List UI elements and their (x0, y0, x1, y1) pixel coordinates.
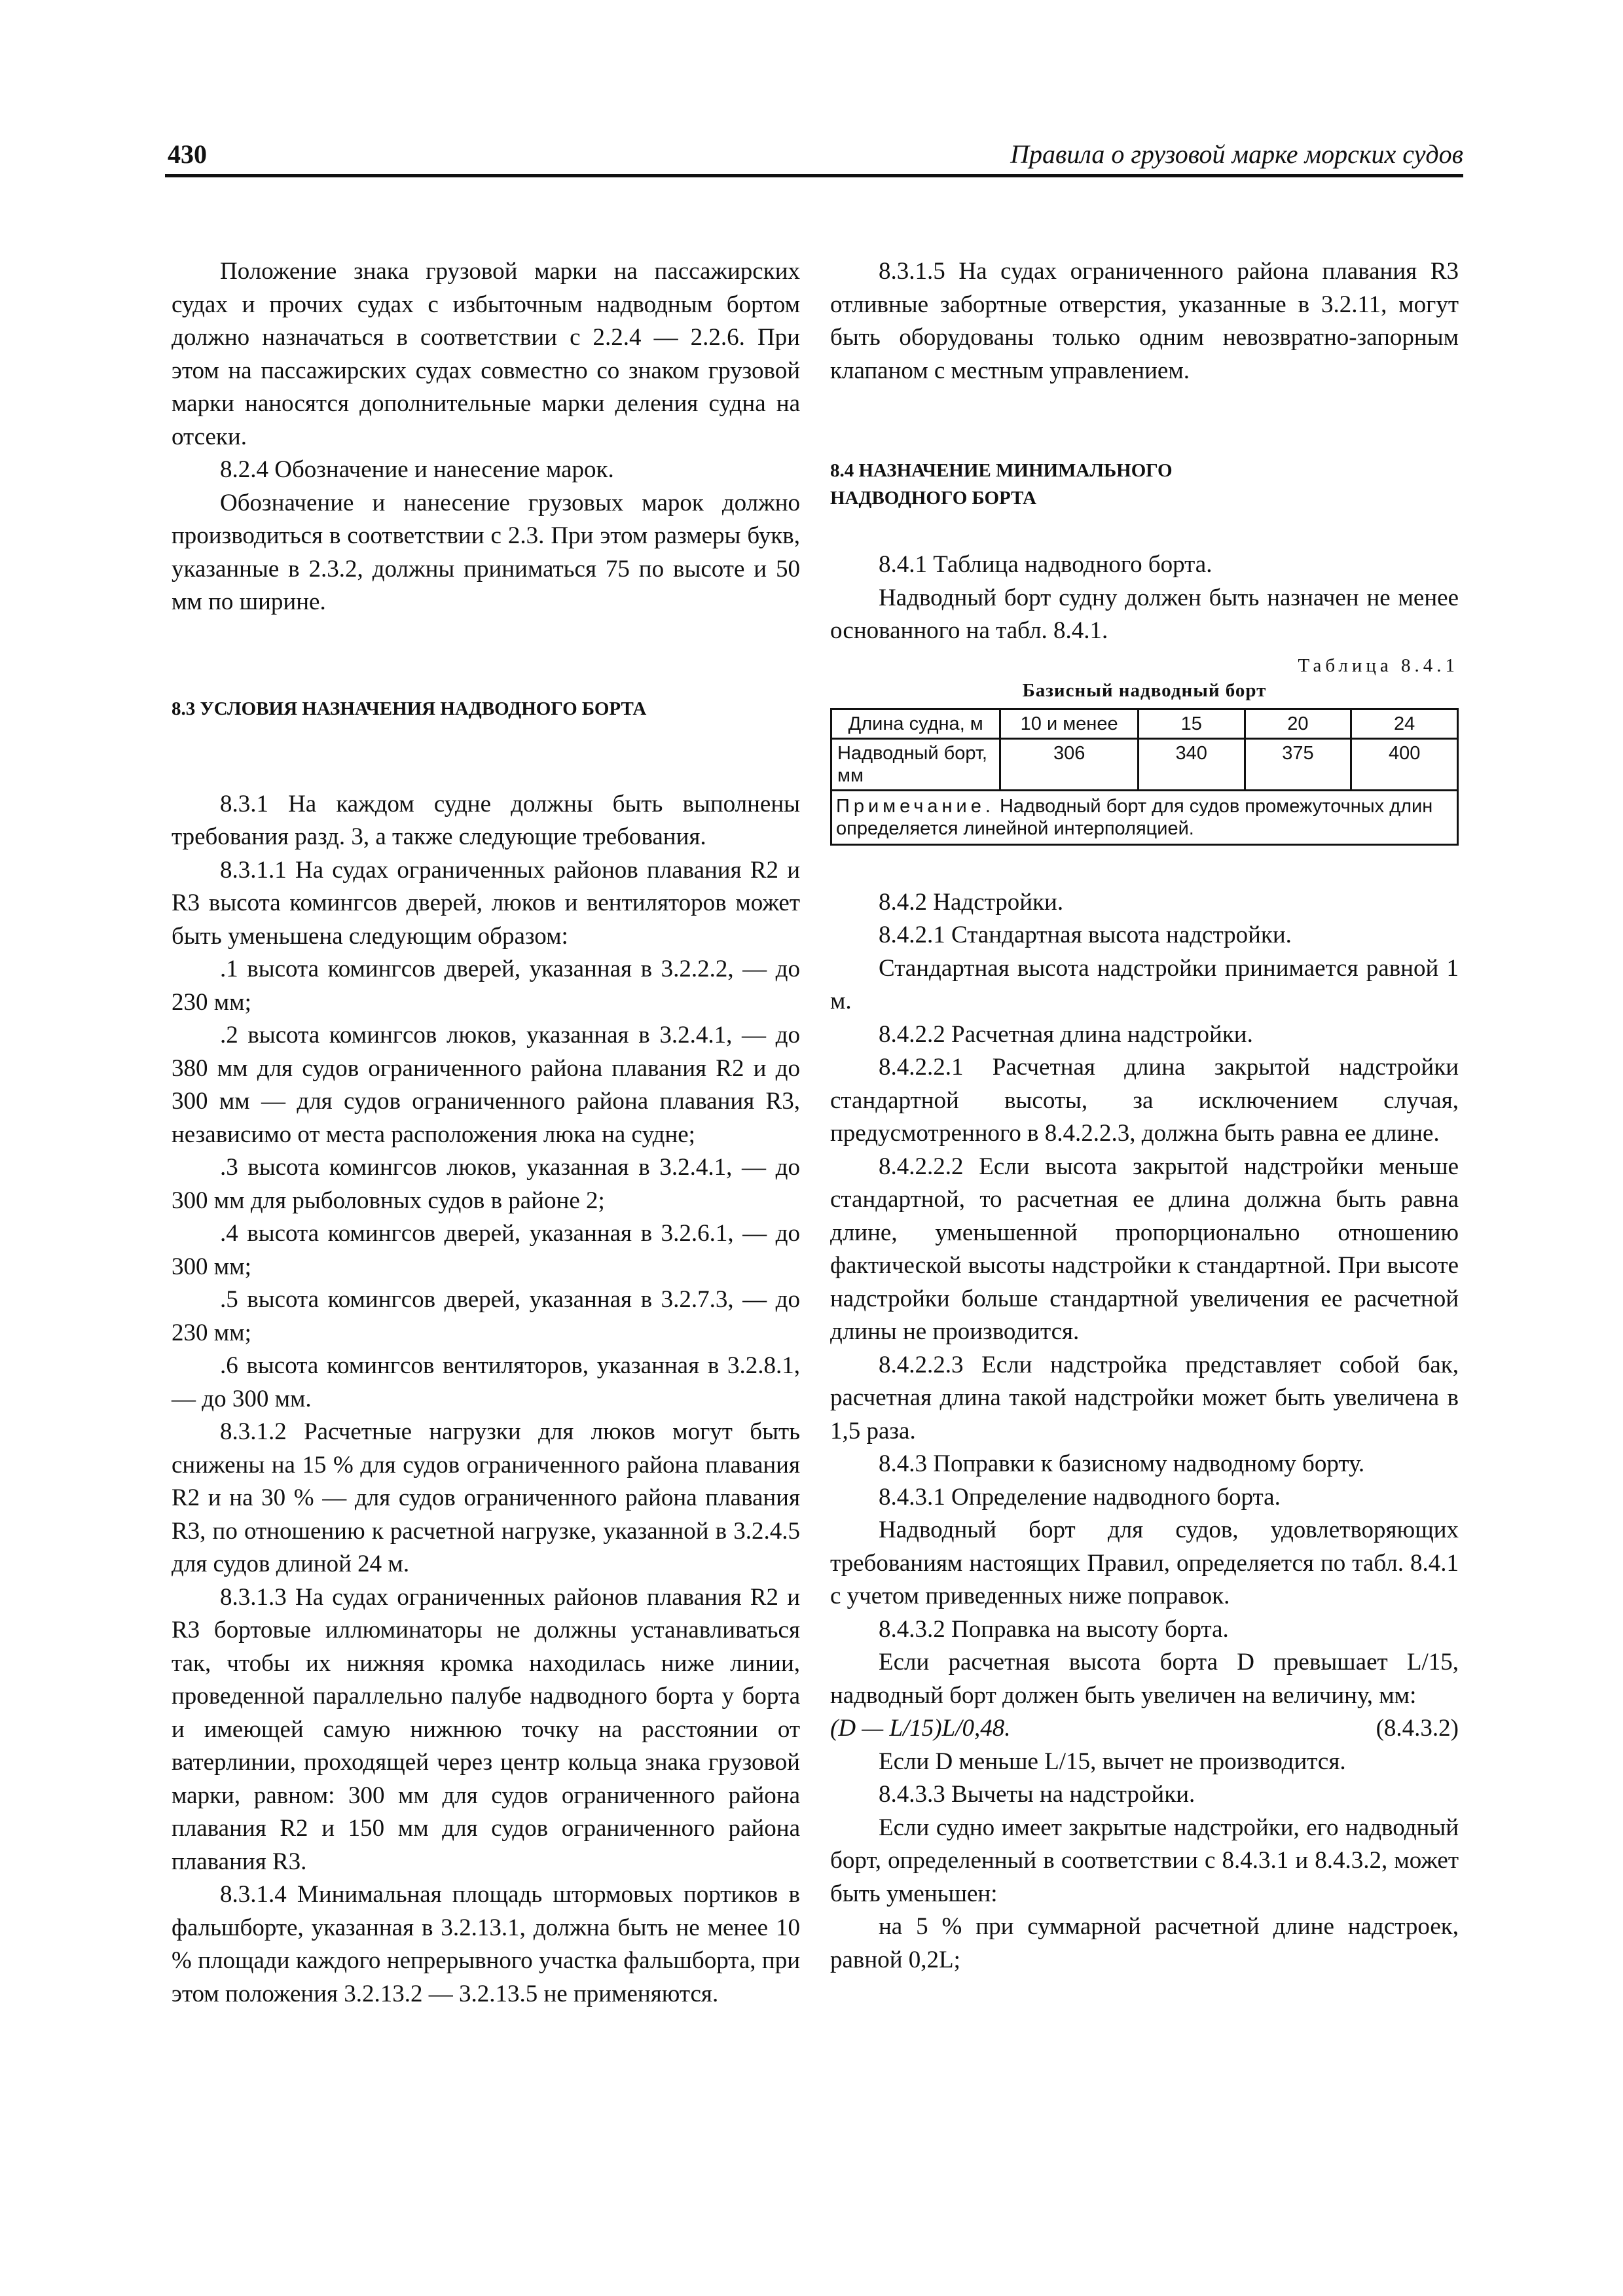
paragraph: Если D меньше L/15, вычет не производится. (879, 1748, 1346, 1775)
formula (830, 1712, 1459, 1746)
header-rule (165, 174, 1463, 177)
table-row-label: Надводный борт, мм (831, 738, 1000, 790)
paragraph: 8.4.2.2.2 Если высота закрытой надстройки меньше стандартной, то расчетная ее длина должна быть равна длине, уменьшенной пропорционально отношению фактической высоты надстройки к стандартной. При высоте надстройки больше стандартной увеличения ее расчетной длины не производится. (830, 1153, 1459, 1345)
table-header-row (831, 709, 1458, 738)
paragraph: 8.3.1.4 Минимальная площадь штормовых портиков в фальшборте, указанная в 3.2.13.1, должна быть не менее 10 % площади каждого непрерывного участка фальшборта, при этом положения 3.2.13.2 — 3.2.13.5 не применяются. (172, 1881, 800, 2007)
list-item: .4 высота комингсов дверей, указанная в 3.2.6.1, — до 300 мм; (172, 1220, 800, 1280)
table-header-cell: Длина судна, м (831, 709, 1000, 738)
freeboard-table (830, 708, 1459, 846)
table-cell: 306 (1000, 738, 1139, 790)
paragraph: Положение знака грузовой марки на пассажирских судах и прочих судах с избыточным надводным бортом должно назначаться в соответствии с 2.2.4 — 2.2.6. При этом на пассажирских судах совместно со знаком грузовой марки наносятся дополнительные марки деления судна на отсеки. (172, 258, 800, 450)
table-header-cell: 24 (1351, 709, 1458, 738)
table-cell: 400 (1351, 738, 1458, 790)
list-item: .1 высота комингсов дверей, указанная в 3.2.2.2, — до 230 мм; (172, 956, 800, 1016)
paragraph: 8.3.1.1 На судах ограниченных районов плавания R2 и R3 высота комингсов дверей, люков и вентиляторов может быть уменьшена следующим образом: (172, 856, 800, 950)
paragraph: 8.4.2.2.1 Расчетная длина закрытой надстройки стандартной высоты, за исключением случая, предусмотренного в 8.4.2.2.3, должна быть равна ее длине. (830, 1054, 1459, 1147)
table-header-cell: 20 (1245, 709, 1351, 738)
paragraph: 8.2.4 Обозначение и нанесение марок. (220, 456, 614, 483)
paragraph: Надводный борт судну должен быть назначен не менее основанного на табл. 8.4.1. (830, 584, 1459, 644)
page-number: 430 (168, 139, 207, 169)
list-item: .2 высота комингсов люков, указанная в 3.2.4.1, — до 380 мм для судов ограниченного района плавания R2 и до 300 мм — для судов ограниченного района плавания R3, независимо от места расположения люка на судне; (172, 1022, 800, 1148)
paragraph: 8.4.1 Таблица надводного борта. (879, 551, 1213, 578)
paragraph: Если расчетная высота борта D превышает L/15, надводный борт должен быть увеличен на величину, мм: (830, 1649, 1459, 1709)
paragraph: Надводный борт для судов, удовлетворяющих требованиям настоящих Правил, определяется по табл. 8.4.1 с учетом приведенных ниже поправок. (830, 1516, 1459, 1609)
paragraph: на 5 % при суммарной расчетной длине надстроек, равной 0,2L; (830, 1913, 1459, 1973)
paragraph: 8.4.3.3 Вычеты на надстройки. (879, 1781, 1195, 1808)
paragraph: 8.4.3.1 Определение надводного борта. (879, 1483, 1281, 1511)
section-heading-line: НАДВОДНОГО БОРТА (830, 488, 1036, 509)
paragraph: Если судно имеет закрытые надстройки, его надводный борт, определенный в соответствии с 8.4.3.1 и 8.4.3.2, может быть уменьшен: (830, 1814, 1459, 1907)
running-title: Правила о грузовой марке морских судов (1010, 139, 1463, 169)
paragraph: 8.3.1.3 На судах ограниченных районов плавания R2 и R3 бортовые иллюминаторы не должны устанавливаться так, чтобы их нижняя кромка находилась ниже линии, проведенной параллельно палубе надводного борта у борта и имеющей самую нижнюю точку на расстоянии от ватерлинии, проходящей через центр кольца знака грузовой марки, равном: 300 мм для судов ограниченного района плавания R2 и 150 мм для судов ограниченного района плавания R3. (172, 1583, 800, 1875)
left-column (172, 255, 800, 2011)
section-heading-line: 8.4 НАЗНАЧЕНИЕ МИНИМАЛЬНОГО (830, 460, 1173, 481)
paragraph: 8.4.2 Надстройки. (879, 888, 1064, 916)
table-note-text: Надводный борт для судов промежуточных длин определяется линейной интерполяцией. (836, 795, 1433, 839)
paragraph: 8.3.1.5 На судах ограниченного района плавания R3 отливные забортные отверстия, указанные в 3.2.11, могут быть оборудованы только одним невозвратно-запорным клапаном с местным управлением. (830, 258, 1459, 384)
paragraph: 8.4.2.2.3 Если надстройка представляет собой бак, расчетная длина такой надстройки может быть увеличена в 1,5 раза. (830, 1351, 1459, 1444)
paragraph: 8.4.2.1 Стандартная высота надстройки. (879, 922, 1292, 948)
table-header-cell: 10 и менее (1000, 709, 1139, 738)
table-note-row (831, 790, 1458, 844)
table-note (831, 790, 1458, 844)
table-cell: 340 (1138, 738, 1245, 790)
paragraph: Обозначение и нанесение грузовых марок должно производиться в соответствии с 2.3. При этом размеры букв, указанные в 2.3.2, должны приниматься 75 по высоте и 50 мм по ширине. (172, 489, 800, 615)
paragraph: 8.3.1.2 Расчетные нагрузки для люков могут быть снижены на 15 % для судов ограниченного района плавания R2 и на 30 % — для судов ограниченного района плавания R3, по отношению к расчетной нагрузке, указанной в 3.2.4.5 для судов длиной 24 м. (172, 1418, 800, 1577)
right-column (830, 255, 1459, 1977)
list-item: .5 высота комингсов дверей, указанная в 3.2.7.3, — до 230 мм; (172, 1286, 800, 1346)
paragraph: 8.4.2.2 Расчетная длина надстройки. (879, 1020, 1253, 1048)
table-row (831, 738, 1458, 790)
table-caption: Таблица 8.4.1 (1298, 655, 1459, 676)
paragraph: 8.4.3.2 Поправка на высоту борта. (879, 1615, 1229, 1643)
formula-number: (8.4.3.2) (1376, 1715, 1459, 1742)
paragraph: 8.4.3 Поправки к базисному надводному борту. (879, 1450, 1365, 1477)
formula-expression: (D — L/15)L/0,48. (830, 1715, 1011, 1742)
table-header-cell: 15 (1138, 709, 1245, 738)
section-heading-8-3: 8.3 УСЛОВИЯ НАЗНАЧЕНИЯ НАДВОДНОГО БОРТА (172, 698, 647, 719)
table-cell: 375 (1245, 738, 1351, 790)
table-note-label: Примечание. (836, 795, 994, 817)
table-title: Базисный надводный борт (1022, 679, 1267, 701)
list-item: .6 высота комингсов вентиляторов, указанная в 3.2.8.1, — до 300 мм. (172, 1352, 800, 1412)
list-item: .3 высота комингсов люков, указанная в 3.2.4.1, — до 300 мм для рыболовных судов в районе 2; (172, 1154, 800, 1214)
paragraph: Стандартная высота надстройки принимается равной 1 м. (830, 954, 1459, 1014)
paragraph: 8.3.1 На каждом судне должны быть выполнены требования разд. 3, а также следующие требования. (172, 790, 800, 850)
section-heading-8-4 (830, 457, 1459, 512)
